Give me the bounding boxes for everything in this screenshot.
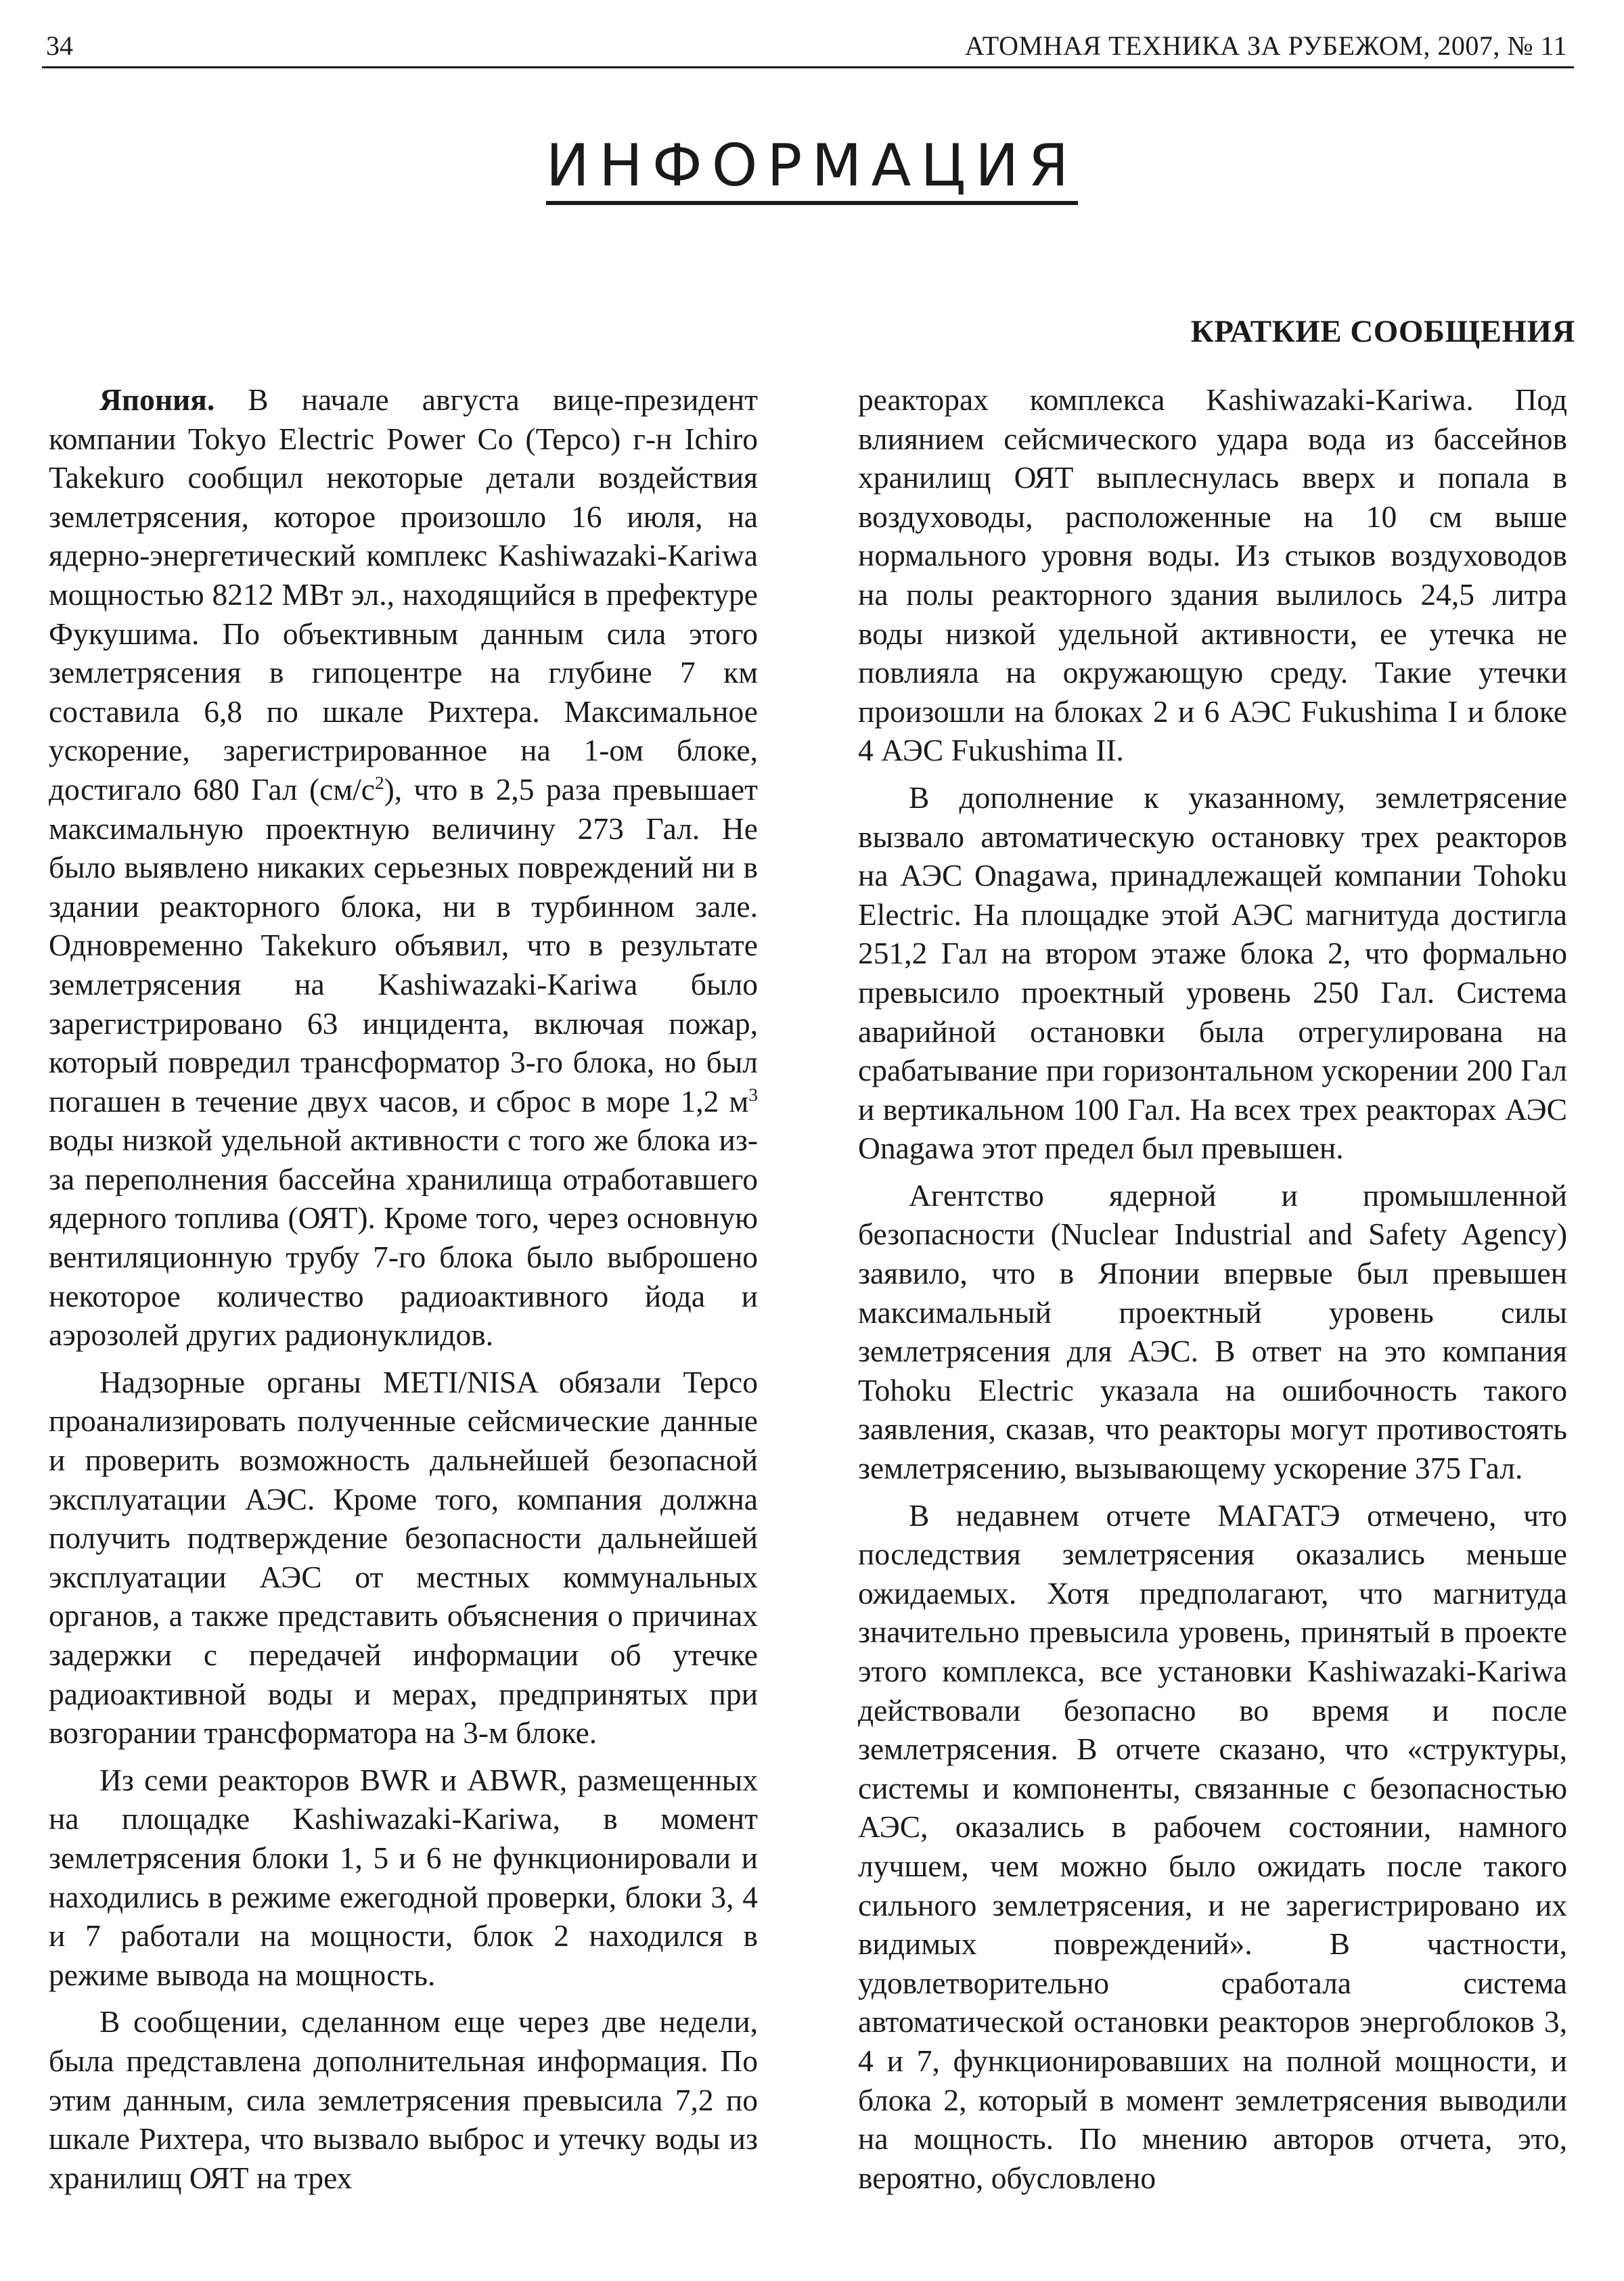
left-column bbox=[49, 380, 758, 2205]
paragraph: Агентство ядерной и промышленной безопасности (Nuclear Industrial and Safety Agency) заявило, что в Японии впервые был превышен максимальный проектный уровень силы землетрясения для АЭС. В ответ на это компания Tohoku Electric указала на ошибочность такого заявления, сказав, что реакторы могут противостоять землетрясению, вызывающему ускорение 375 Гал. bbox=[858, 1177, 1567, 1486]
paragraph: Надзорные органы METI/NISA обязали Tepco проанализировать полученные сейсмические данные и проверить возможность дальнейшей безопасной эксплуатации АЭС. Кроме того, компания должна получить подтверждение безопасности дальнейшей эксплуатации АЭС от местных коммунальных органов, а также представить объяснения о причинах задержки с передачей информации об утечке радиоактивной воды и мерах, предпринятых при возгорании трансформатора на 3-м блоке. bbox=[49, 1364, 758, 1751]
paragraph: В недавнем отчете МАГАТЭ отмечено, что последствия землетрясения оказались меньше ожидаемых. Хотя предполагают, что магнитуда значительно превысила уровень, принятый в проекте этого комплекса, все установки Kashiwazaki-Kariwa действовали безопасно во время и после землетрясения. В отчете сказано, что «структуры, системы и компоненты, связанные с безопасностью АЭС, оказались в рабочем состоянии, намного лучшем, чем можно было ожидать после такого сильного землетрясения, и не зарегистрировано их видимых повреждений». В частности, удовлетворительно сработала система автоматической остановки реакторов энергоблоков 3, 4 и 7, функционировавших на полной мощности, и блока 2, который в момент землетрясения выводили на мощность. По мнению авторов отчета, это, вероятно, обусловлено bbox=[858, 1497, 1567, 2195]
right-column bbox=[858, 380, 1567, 2205]
rubric-title: КРАТКИЕ СООБЩЕНИЯ bbox=[1190, 314, 1575, 349]
section-heading-text: ИНФОРМАЦИЯ bbox=[546, 132, 1078, 205]
journal-title: АТОМНАЯ ТЕХНИКА ЗА РУБЕЖОМ, 2007, № 11 bbox=[964, 30, 1567, 61]
paragraph bbox=[49, 380, 758, 1355]
paragraph: В дополнение к указанному, землетрясение вызвало автоматическую остановку трех реакторов на АЭС Onagawa, принадлежащей компании Tohoku Electric. На площадке этой АЭС магнитуда достигла 251,2 Гал на втором этаже блока 2, что формально превысило проектный уровень 250 Гал. Система аварийной остановки была отрегулирована на срабатывание при горизонтальном ускорении 200 Гал и вертикальном 100 Гал. На всех трех реакторах АЭС Onagawa этот предел был превышен. bbox=[858, 780, 1567, 1166]
paragraph-text: В начале августа вице-президент компании Tokyo Electric Power Co (Tepco) г-н Ichiro Takekuro сообщил некоторые детали воздействия землетрясения, которое произошло 16 июля, на ядерно-энергетический комплекс Kashiwazaki-Kariwa мощностью 8212 МВт эл., находящийся в префектуре Фукушима. По объективным данным сила этого землетрясения в гипоцентре на глубине 7 км составила 6,8 по шкале Рихтера. Максимальное ускорение, зарегистрированное на 1-ом блоке, достигало 680 Гал (см/с bbox=[49, 382, 758, 807]
country-label: Япония. bbox=[99, 382, 215, 417]
superscript: 3 bbox=[748, 1084, 758, 1105]
page-number: 34 bbox=[46, 30, 73, 61]
paragraph: Из семи реакторов BWR и ABWR, размещенных на площадке Kashiwazaki-Kariwa, в момент землетрясения блоки 1, 5 и 6 не функционировали и находились в режиме ежегодной проверки, блоки 3, 4 и 7 работали на мощности, блок 2 находился в режиме вывода на мощность. bbox=[49, 1762, 758, 1992]
superscript: 2 bbox=[374, 772, 384, 793]
paragraph-text: ), что в 2,5 раза превышает максимальную проектную величину 273 Гал. Не было выявлено никаких серьезных повреждений ни в здании реакторного блока, ни в турбинном зале. Одновременно Takekuro объявил, что в результате землетрясения на Kashiwazaki-Kariwa было зарегистрировано 63 инцидента, включая пожар, который повредил трансформатор 3-го блока, но был погашен в течение двух часов, и сброс в море 1,2 м bbox=[49, 771, 759, 1119]
paragraph-text: воды низкой удельной активности с того же блока из-за переполнения бассейна хранилища отработавшего ядерного топлива (ОЯТ). Кроме того, через основную вентиляционную трубу 7-го блока было выброшено некоторое количество радиоактивного йода и аэрозолей других радионуклидов. bbox=[49, 1123, 758, 1353]
section-heading bbox=[0, 129, 1624, 203]
paragraph: В сообщении, сделанном еще через две недели, была представлена дополнительная информация. По этим данным, сила землетрясения превысила 7,2 по шкале Рихтера, что вызвало выброс и утечку воды из хранилищ ОЯТ на трех bbox=[49, 2004, 758, 2195]
running-head bbox=[42, 26, 1574, 68]
paragraph: реакторах комплекса Kashiwazaki-Kariwa. Под влиянием сейсмического удара вода из бассейнов хранилищ ОЯТ выплеснулась вверх и попала в воздуховоды, расположенные на 10 см выше нормального уровня воды. Из стыков воздуховодов на полы реакторного здания вылилось 24,5 литра воды низкой удельной активности, ее утечка не повлияла на окружающую среду. Такие утечки произошли на блоках 2 и 6 АЭС Fukushima I и блоке 4 АЭС Fukushima II. bbox=[858, 382, 1567, 768]
